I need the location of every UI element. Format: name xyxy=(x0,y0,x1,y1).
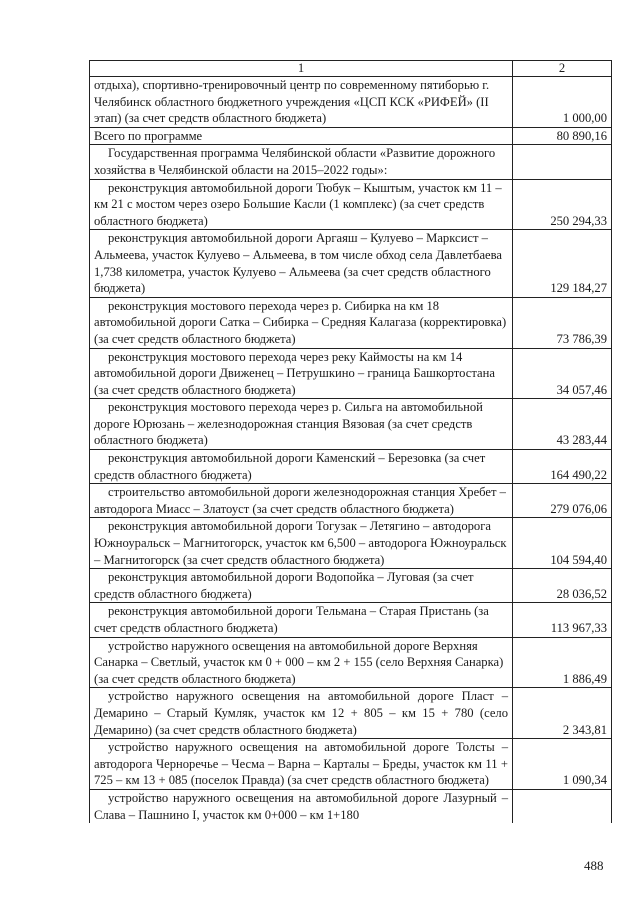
row-description: устройство наружного освещения на автомобильной дороге Верхняя Санарка – Светлый, участок км 0 + 000 – км 2 + 155 (село Верхняя Санарка) (за счет средств областного бюджета) xyxy=(90,637,513,688)
row-amount: 73 786,39 xyxy=(513,297,612,348)
row-description: отдыха), спортивно-тренировочный центр по современному пятиборью г. Челябинск областного бюджетного учреждения «ЦСП КСК «РИФЕЙ» (II этап) (за счет средств областного бюджета) xyxy=(90,77,513,128)
table-row xyxy=(90,297,612,348)
table-row xyxy=(90,450,612,484)
row-description: Всего по программе xyxy=(90,127,513,145)
row-description: реконструкция автомобильной дороги Тюбук – Кыштым, участок км 11 – км 21 с мостом через озеро Большие Касли (1 комплекс) (за счет средств областного бюджета) xyxy=(90,179,513,230)
row-description: реконструкция автомобильной дороги Тогузак – Летягино – автодорога Южноуральск – Магнитогорск, участок км 6,500 – автодорога Южноуральск – Магнитогорск (за счет средств областного бюджета) xyxy=(90,518,513,569)
row-amount: 1 000,00 xyxy=(513,77,612,128)
row-amount: 250 294,33 xyxy=(513,179,612,230)
row-amount: 80 890,16 xyxy=(513,127,612,145)
row-description: реконструкция мостового перехода через реку Каймосты на км 14 автомобильной дороги Движенец – Петрушкино – граница Башкортостана (за счет средств областного бюджета) xyxy=(90,348,513,399)
row-description: устройство наружного освещения на автомобильной дороге Пласт – Демарино – Старый Кумляк, участок км 12 + 805 – км 15 + 780 (село Демарино) (за счет средств областного бюджета) xyxy=(90,688,513,739)
table-row xyxy=(90,603,612,637)
row-amount: 113 967,33 xyxy=(513,603,612,637)
row-amount: 279 076,06 xyxy=(513,484,612,518)
row-description: реконструкция мостового перехода через р. Сибирка на км 18 автомобильной дороги Сатка – Сибирка – Средняя Калагаза (корректировка) (за счет средств областного бюджета) xyxy=(90,297,513,348)
row-description: реконструкция мостового перехода через р. Сильга на автомобильной дороге Юрюзань – железнодорожная станция Вязовая (за счет средств областного бюджета) xyxy=(90,399,513,450)
table-row xyxy=(90,348,612,399)
page-number: 488 xyxy=(584,858,604,873)
row-description: устройство наружного освещения на автомобильной дороге Лазурный – Слава – Пашнино I, участок км 0+000 – км 1+180 xyxy=(90,789,513,823)
row-amount: 28 036,52 xyxy=(513,569,612,603)
row-description: устройство наружного освещения на автомобильной дороге Толсты – автодорога Черноречье – Чесма – Варна – Карталы – Бреды, участок км 11 + 725 – км 13 + 085 (поселок Правда) (за счет средств областного бюджета) xyxy=(90,739,513,790)
table-row xyxy=(90,145,612,179)
table-row xyxy=(90,569,612,603)
table-row xyxy=(90,637,612,688)
program-title: Государственная программа Челябинской области «Развитие дорожного хозяйства в Челябинской области на 2015–2022 годы»: xyxy=(90,145,513,179)
row-description: реконструкция автомобильной дороги Аргаяш – Кулуево – Марксист – Альмеева, участок Кулуево – Альмеева, в том числе обход села Давлетбаева 1,738 километра, участок Кулуево – Альмеева (за счет средств областного бюджета) xyxy=(90,230,513,297)
table-row xyxy=(90,518,612,569)
table-row xyxy=(90,179,612,230)
row-description: реконструкция автомобильной дороги Каменский – Березовка (за счет средств областного бюджета) xyxy=(90,450,513,484)
budget-table xyxy=(89,60,612,823)
table-row xyxy=(90,789,612,823)
row-amount xyxy=(513,145,612,179)
row-amount xyxy=(513,789,612,823)
row-description: реконструкция автомобильной дороги Тельмана – Старая Пристань (за счет средств областного бюджета) xyxy=(90,603,513,637)
row-amount: 34 057,46 xyxy=(513,348,612,399)
table-row xyxy=(90,127,612,145)
row-amount: 43 283,44 xyxy=(513,399,612,450)
table-row xyxy=(90,688,612,739)
table-row xyxy=(90,739,612,790)
table-header-row xyxy=(90,61,612,77)
table-row xyxy=(90,77,612,128)
column-header-2: 2 xyxy=(513,61,612,77)
row-amount: 129 184,27 xyxy=(513,230,612,297)
row-amount: 2 343,81 xyxy=(513,688,612,739)
row-description: реконструкция автомобильной дороги Водопойка – Луговая (за счет средств областного бюджета) xyxy=(90,569,513,603)
table-row xyxy=(90,484,612,518)
column-header-1: 1 xyxy=(90,61,513,77)
table-row xyxy=(90,230,612,297)
row-description: строительство автомобильной дороги железнодорожная станция Хребет – автодорога Миасс – Златоуст (за счет средств областного бюджета) xyxy=(90,484,513,518)
row-amount: 1 886,49 xyxy=(513,637,612,688)
row-amount: 164 490,22 xyxy=(513,450,612,484)
row-amount: 104 594,40 xyxy=(513,518,612,569)
row-amount: 1 090,34 xyxy=(513,739,612,790)
table-row xyxy=(90,399,612,450)
